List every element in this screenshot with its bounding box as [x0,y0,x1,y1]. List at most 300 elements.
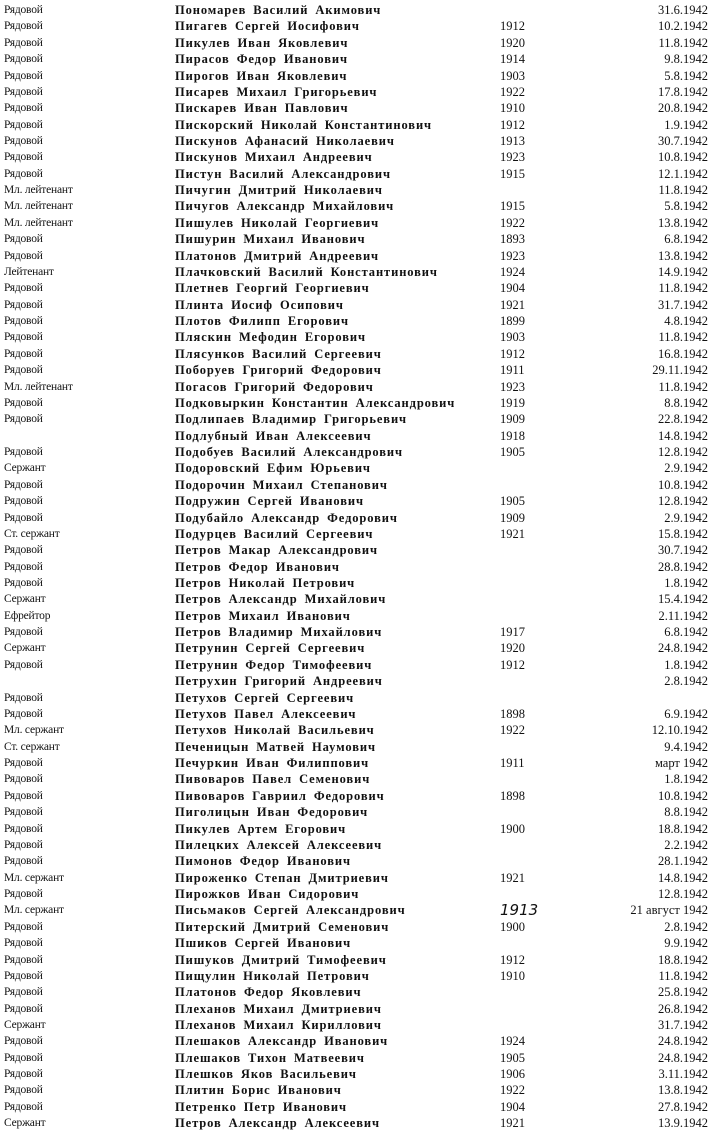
list-row [0,1001,717,1017]
year-cell: 1921 [500,297,525,312]
year-cell: 1900 [500,821,525,836]
date-cell: 9.4.1942 [664,739,708,754]
list-row [0,984,717,1000]
rank-cell: Рядовой [4,233,43,246]
date-cell: 6.8.1942 [664,625,708,640]
rank-cell: Рядовой [4,953,43,966]
rank-cell: Рядовой [4,495,43,508]
date-cell: 15.4.1942 [658,592,708,607]
year-cell: 1905 [500,1050,525,1065]
date-cell: 11.8.1942 [658,379,708,394]
date-cell: 10.2.1942 [658,19,708,34]
date-cell: 11.8.1942 [658,330,708,345]
list-row [0,608,717,624]
name-cell: Платонов Федор Яковлевич [175,985,362,1000]
year-cell: 1921 [500,870,525,885]
list-row [0,68,717,84]
rank-cell: Мл. сержант [4,871,64,884]
year-cell: 1909 [500,510,525,525]
date-cell: 18.8.1942 [658,821,708,836]
name-cell: Подлубный Иван Алексеевич [175,428,372,443]
year-cell: 1900 [500,919,525,934]
list-row [0,690,717,706]
rank-cell: Сержант [4,1018,46,1031]
list-row [0,804,717,820]
year-cell: 1898 [500,788,525,803]
date-cell: 30.7.1942 [658,134,708,148]
name-cell: Плинта Иосиф Осипович [175,297,344,312]
name-cell: Плешаков Александр Иванович [175,1034,389,1049]
name-cell: Подлипаев Владимир Григорьевич [175,412,407,427]
year-cell: 1911 [500,756,525,770]
name-cell: Подорочин Михаил Степанович [175,477,388,492]
date-cell: 14.8.1942 [658,428,708,443]
list-row [0,460,717,476]
date-cell: 15.8.1942 [658,526,708,541]
name-cell: Пономарев Василий Акимович [175,3,382,17]
name-cell: Пискорский Николай Константинович [175,117,433,132]
name-cell: Пляскин Мефодин Егорович [175,330,366,345]
name-cell: Петрунин Федор Тимофеевич [175,657,373,672]
rank-cell: Рядовой [4,396,43,409]
name-cell: Пшиков Сергей Иванович [175,936,352,951]
rank-cell: Рядовой [4,986,43,999]
list-row [0,722,717,738]
name-cell: Петров Макар Александрович [175,543,378,558]
rank-cell: Рядовой [4,773,43,786]
date-cell: 1.8.1942 [664,657,708,672]
date-cell: 22.8.1942 [658,412,708,427]
list-row [0,559,717,575]
date-cell: 4.8.1942 [664,314,708,328]
name-cell: Подковыркин Константин Александрович [175,395,456,410]
list-row [0,444,717,460]
list-row [0,215,717,231]
list-row [0,673,717,689]
rank-cell: Сержант [4,462,46,475]
list-row [0,313,717,329]
name-cell: Пикулев Артем Егорович [175,821,347,836]
list-row [0,510,717,526]
rank-cell: Рядовой [4,282,43,295]
rank-cell: Ст. сержант [4,740,60,753]
list-row [0,706,717,722]
rank-cell: Рядовой [4,20,43,33]
name-cell: Плотов Филипп Егорович [175,314,349,328]
year-cell: 1915 [500,199,525,214]
name-cell: Поборуев Григорий Федорович [175,363,382,378]
rank-cell: Рядовой [4,1068,43,1080]
rank-cell: Лейтенант [4,265,54,278]
rank-cell: Рядовой [4,135,43,147]
date-cell: 18.8.1942 [658,952,708,967]
rank-cell: Рядовой [4,364,43,377]
list-row [0,935,717,951]
list-row [0,379,717,395]
year-cell: 1906 [500,1067,525,1081]
list-row [0,362,717,378]
rank-cell: Рядовой [4,691,43,704]
name-cell: Печуркин Иван Филиппович [175,756,370,770]
date-cell: март 1942 [654,756,708,770]
date-cell: 31.6.1942 [658,3,708,17]
rank-cell: Мл. лейтенант [4,380,73,393]
year-cell: 1920 [500,35,525,50]
date-cell: 14.9.1942 [658,264,708,279]
date-cell: 11.8.1942 [658,183,708,198]
rank-cell: Рядовой [4,577,43,589]
rank-cell: Рядовой [4,806,43,819]
date-cell: 14.8.1942 [658,870,708,885]
year-cell: 1903 [500,68,525,83]
rank-cell: Мл. лейтенант [4,200,73,213]
year-cell: 1912 [500,19,525,34]
list-row [0,280,717,296]
year-cell: 1912 [500,657,525,672]
date-cell: 2.8.1942 [664,919,708,934]
rank-cell: Рядовой [4,331,43,344]
rank-cell: Рядовой [4,822,43,835]
list-row [0,166,717,182]
name-cell: Подоровский Ефим Юрьевич [175,461,371,476]
date-cell: 1.9.1942 [664,117,708,132]
date-cell: 12.8.1942 [658,494,708,509]
year-cell: 1921 [500,526,525,541]
date-cell: 25.8.1942 [658,985,708,1000]
name-cell: Пивоваров Гавриил Федорович [175,788,385,803]
name-cell: Плитин Борис Иванович [175,1083,342,1098]
year-cell: 1911 [500,363,525,378]
list-row [0,84,717,100]
year-cell: 1910 [500,101,525,116]
year-cell: 1915 [500,166,525,181]
year-cell: 1912 [500,952,525,967]
year-cell: 1914 [500,52,525,67]
name-cell: Петров Александр Михайлович [175,592,387,607]
name-cell: Петухов Павел Алексеевич [175,706,357,721]
rank-cell: Рядовой [4,53,43,66]
name-cell: Подружин Сергей Иванович [175,494,364,509]
rank-cell: Мл. сержант [4,904,64,917]
list-row [0,329,717,345]
rank-cell: Рядовой [4,4,43,16]
list-row [0,346,717,362]
name-cell: Пигагев Сергей Иосифович [175,19,360,34]
list-row [0,542,717,558]
list-row [0,837,717,853]
year-cell: 1922 [500,84,525,99]
year-cell: 1904 [500,281,525,296]
name-cell: Погасов Григорий Федорович [175,379,374,394]
list-row [0,1066,717,1082]
year-cell: 1922 [500,1083,525,1098]
year-cell: 1910 [500,968,525,983]
name-cell: Писарев Михаил Григорьевич [175,84,378,99]
name-cell: Подурцев Василий Сергеевич [175,526,374,541]
date-cell: 1.8.1942 [664,772,708,787]
rank-cell: Рядовой [4,544,43,557]
rank-cell: Сержант [4,1117,46,1130]
name-cell: Плясунков Василий Сергеевич [175,346,382,361]
name-cell: Плеханов Михаил Дмитриевич [175,1001,382,1016]
list-row [0,1033,717,1049]
rank-cell: Рядовой [4,920,43,933]
date-cell: 9.9.1942 [664,936,708,951]
list-row [0,2,717,18]
name-cell: Пистун Василий Александрович [175,166,391,181]
rank-cell: Рядовой [4,413,43,426]
list-row [0,1050,717,1066]
name-cell: Пишурин Михаил Иванович [175,232,366,247]
year-cell: 1905 [500,494,525,509]
list-row [0,952,717,968]
rank-cell: Мл. сержант [4,724,64,737]
list-row [0,1017,717,1033]
list-row [0,640,717,656]
rank-cell: Рядовой [4,1002,43,1015]
list-row [0,591,717,607]
year-cell: 1920 [500,641,525,656]
list-row [0,297,717,313]
date-cell: 1.8.1942 [664,576,708,590]
list-row [0,428,717,444]
date-cell: 9.8.1942 [664,52,708,67]
name-cell: Пилецких Алексей Алексеевич [175,837,383,852]
date-cell: 2.2.1942 [664,837,708,852]
name-cell: Петухов Николай Васильевич [175,723,375,738]
list-row [0,248,717,264]
date-cell: 31.7.1942 [658,297,708,312]
name-cell: Питерский Дмитрий Семенович [175,919,390,934]
rank-cell: Рядовой [4,249,43,262]
date-cell: 2.8.1942 [664,674,708,689]
date-cell: 12.10.1942 [651,723,708,738]
date-cell: 12.8.1942 [658,445,708,459]
name-cell: Пискунов Афанасий Николаевич [175,134,395,148]
list-row [0,149,717,165]
date-cell: 11.8.1942 [658,35,708,50]
list-row [0,51,717,67]
list-row [0,100,717,116]
name-cell: Пищулин Николай Петрович [175,968,370,983]
rank-cell: Рядовой [4,855,43,868]
list-row [0,526,717,542]
name-cell: Пиголицын Иван Федорович [175,805,369,820]
list-row [0,1099,717,1115]
year-cell: 1922 [500,723,525,738]
year-cell: 1923 [500,248,525,263]
list-row [0,771,717,787]
name-cell: Пикулев Иван Яковлевич [175,35,349,50]
list-row [0,264,717,280]
name-cell: Письмаков Сергей Александрович [175,903,406,918]
date-cell: 20.8.1942 [658,101,708,116]
list-row [0,624,717,640]
name-cell: Пичугин Дмитрий Николаевич [175,183,383,198]
rank-cell: Рядовой [4,1051,43,1064]
year-cell: 1893 [500,232,525,247]
name-cell: Подубайло Александр Федорович [175,510,398,525]
rank-cell: Рядовой [4,298,43,311]
name-cell: Плачковский Василий Константинович [175,264,438,279]
date-cell: 13.8.1942 [658,1083,708,1098]
date-cell: 10.8.1942 [658,477,708,492]
list-row [0,870,717,886]
name-cell: Пискунов Михаил Андреевич [175,150,373,165]
list-row [0,902,717,918]
date-cell: 24.8.1942 [658,1034,708,1049]
date-cell: 21 август 1942 [630,903,708,918]
name-cell: Плешаков Тихон Матвеевич [175,1050,365,1065]
list-row [0,821,717,837]
name-cell: Плеханов Михаил Кириллович [175,1017,382,1032]
name-cell: Пивоваров Павел Семенович [175,772,371,787]
name-cell: Пимонов Федор Иванович [175,854,351,869]
list-row [0,755,717,771]
rank-cell: Рядовой [4,1100,43,1113]
list-row [0,853,717,869]
rank-cell: Рядовой [4,1035,43,1048]
list-row [0,739,717,755]
year-cell: 1913 [500,134,525,148]
rank-cell: Сержант [4,642,46,655]
list-row [0,657,717,673]
list-row [0,411,717,427]
rank-cell: Рядовой [4,167,43,180]
date-cell: 5.8.1942 [664,68,708,83]
date-cell: 27.8.1942 [658,1099,708,1114]
rank-cell: Рядовой [4,838,43,851]
date-cell: 6.9.1942 [664,706,708,721]
date-cell: 28.8.1942 [658,559,708,574]
year-cell: 1909 [500,412,525,427]
name-cell: Печеницын Матвей Наумович [175,739,376,754]
list-row [0,198,717,214]
date-cell: 24.8.1942 [658,641,708,656]
date-cell: 8.8.1942 [664,395,708,410]
rank-cell: Мл. лейтенант [4,184,73,197]
name-cell: Пишуков Дмитрий Тимофеевич [175,952,387,967]
year-cell: 1924 [500,1034,525,1049]
list-row [0,886,717,902]
name-cell: Пичугов Александр Михайлович [175,199,395,214]
rank-cell: Рядовой [4,789,43,802]
date-cell: 28.1.1942 [658,854,708,869]
year-cell: 1898 [500,706,525,721]
rank-cell: Рядовой [4,888,43,900]
rank-cell: Рядовой [4,151,43,164]
year-cell: 1905 [500,445,525,459]
rank-cell: Рядовой [4,315,43,327]
year-cell: 1921 [500,1116,525,1131]
name-cell: Подобуев Василий Александрович [175,445,403,459]
date-cell: 16.8.1942 [658,346,708,361]
year-cell: 1903 [500,330,525,345]
date-cell: 10.8.1942 [658,788,708,803]
rank-cell: Рядовой [4,1084,43,1097]
date-cell: 31.7.1942 [658,1017,708,1032]
date-cell: 12.8.1942 [658,887,708,901]
list-row [0,919,717,935]
rank-cell: Сержант [4,593,46,606]
date-cell: 12.1.1942 [658,166,708,181]
year-cell: 1924 [500,264,525,279]
name-cell: Петров Александр Алексеевич [175,1116,380,1131]
name-cell: Пирогов Иван Яковлевич [175,68,348,83]
name-cell: Петрунин Сергей Сергеевич [175,641,366,656]
rank-cell: Рядовой [4,69,43,82]
list-row [0,182,717,198]
list-row [0,1115,717,1131]
rank-cell: Рядовой [4,36,43,49]
name-cell: Пироженко Степан Дмитриевич [175,870,389,885]
date-cell: 24.8.1942 [658,1050,708,1065]
list-row [0,18,717,34]
year-cell: 1904 [500,1099,525,1114]
date-cell: 13.9.1942 [658,1116,708,1131]
year-cell: 1917 [500,625,525,640]
date-cell: 3.11.1942 [658,1067,708,1081]
rank-cell: Рядовой [4,118,43,131]
date-cell: 5.8.1942 [664,199,708,214]
date-cell: 13.8.1942 [658,248,708,263]
list-row [0,968,717,984]
name-cell: Петренко Петр Иванович [175,1099,347,1114]
rank-cell: Рядовой [4,969,43,982]
rank-cell: Рядовой [4,560,43,573]
rank-cell: Ст. сержант [4,527,60,540]
name-cell: Плетнев Георгий Георгиевич [175,281,370,296]
year-cell: 1913 [500,901,539,920]
rank-cell: Рядовой [4,757,43,769]
name-cell: Пирожков Иван Сидорович [175,887,360,901]
year-cell: 1912 [500,346,525,361]
rank-cell: Рядовой [4,658,43,671]
rank-cell: Рядовой [4,347,43,360]
name-cell: Пискарев Иван Павлович [175,101,349,116]
name-cell: Пирасов Федор Иванович [175,52,348,67]
name-cell: Петров Федор Иванович [175,559,340,574]
date-cell: 6.8.1942 [664,232,708,247]
list-row [0,1082,717,1098]
year-cell: 1899 [500,314,525,328]
date-cell: 2.9.1942 [664,510,708,525]
date-cell: 8.8.1942 [664,805,708,820]
list-row [0,395,717,411]
list-row [0,575,717,591]
name-cell: Плешков Яков Васильевич [175,1067,357,1081]
rank-cell: Рядовой [4,102,43,115]
year-cell: 1922 [500,215,525,230]
year-cell: 1918 [500,428,525,443]
rank-cell: Мл. лейтенант [4,216,73,229]
name-cell: Платонов Дмитрий Андреевич [175,248,379,263]
date-cell: 17.8.1942 [658,84,708,99]
name-cell: Петров Владимир Михайлович [175,625,383,640]
name-cell: Петров Михаил Иванович [175,608,351,623]
year-cell: 1923 [500,379,525,394]
rank-cell: Рядовой [4,511,43,524]
date-cell: 2.9.1942 [664,461,708,476]
name-cell: Петров Николай Петрович [175,576,356,590]
rank-cell: Рядовой [4,85,43,98]
rank-cell: Рядовой [4,937,43,950]
date-cell: 11.8.1942 [658,968,708,983]
year-cell: 1923 [500,150,525,165]
rank-cell: Рядовой [4,707,43,720]
rank-cell: Рядовой [4,626,43,639]
name-cell: Пишулев Николай Георгиевич [175,215,380,230]
